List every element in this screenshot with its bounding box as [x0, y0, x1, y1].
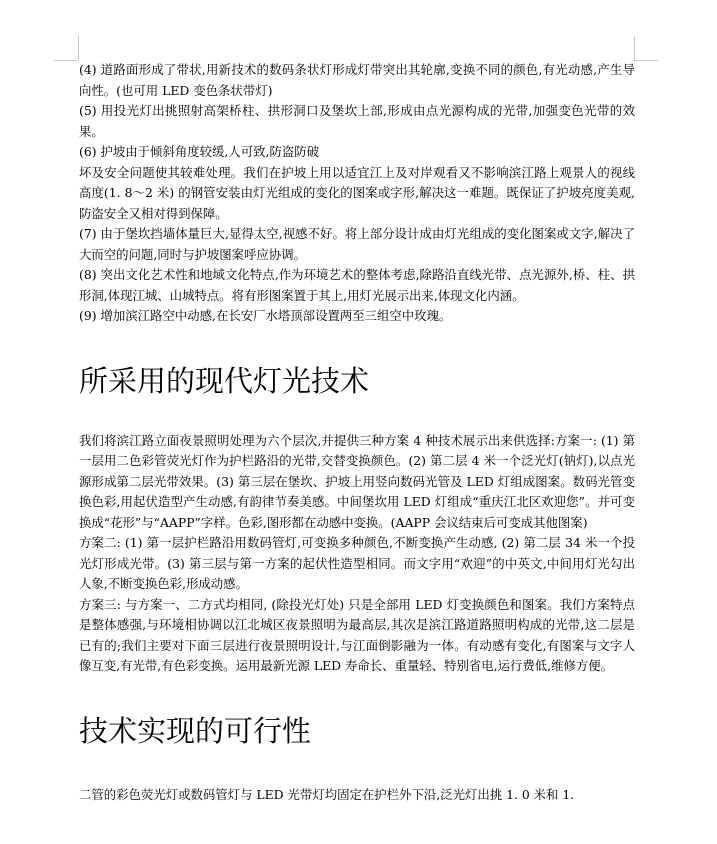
- paragraph: (5) 用投光灯出挑照射高架桥柱、拱形洞口及堡坎上部,形成由点光源构成的光带,加强变色光带的效果。: [79, 103, 635, 139]
- crop-mark-top-left: [78, 36, 79, 60]
- paragraph: 方案二: (1) 第一层护栏路沿用数码管灯,可变换多种颜色,不断变换产生动感, (2) 第二层 34 米一个投光灯形成光带。(3) 第三层与第一方案的起伏性造型相同。而文字用“欢迎”的中英文,中间用灯光勾出人象,不断变换色彩,形成动感。: [79, 535, 635, 591]
- paragraph: (7) 由于堡坎挡墙体量巨大,显得太空,视感不好。将上部分设计成由灯光组成的变化图案或文字,解决了大而空的问题,同时与护坡图案呼应协调。: [79, 226, 635, 262]
- paragraph: (6) 护坡由于倾斜角度较缓,人可致,防盗防破: [79, 144, 320, 159]
- section-heading: 技术实现的可行性: [79, 713, 312, 748]
- paragraph: (8) 突出文化艺术性和地域文化特点,作为环境艺术的整体考虑,除路沿直线光带、点光源外,桥、柱、拱形洞,体现江城、山城特点。将有形图案置于其上,用灯光展示出来,体现文化内涵。: [79, 267, 635, 303]
- paragraph: 二管的彩色荧光灯或数码管灯与 LED 光带灯均固定在护栏外下沿,泛光灯出挑 1. 0 米和 1.: [79, 786, 575, 802]
- document-body: [79, 60, 635, 805]
- crop-mark-top-right: [634, 36, 635, 60]
- paragraph: (9) 增加滨江路空中动感,在长安厂水塔顶部设置两至三组空中玫瑰。: [79, 308, 452, 323]
- paragraph: 我们将滨江路立面夜景照明处理为六个层次,并提供三种方案 4 种技术展示出来供选择:方案一: (1) 第一层用二色彩管荧光灯作为护栏路沿的光带,交替变换颜色。(2) 第二层 4 米一个泛光灯(钠灯),以点光源形成第二层光带效果。(3) 第三层在堡坎、护坡上用竖向数码光管及 LED 灯组成图案。数码光管变换色彩,用起伏造型产生动感,有韵律节奏美感。中间堡坎用 LED 灯组成“重庆江北区欢迎您”。并可变换成“花形”与“AAPP”字样。色彩,图形都在动感中变换。(AAPP 会议结束后可变成其他图案): [79, 432, 635, 530]
- paragraph: (4) 道路面形成了带状,用新技术的数码条状灯形成灯带突出其轮廓,变换不同的颜色,有光动感,产生导向性。(也可用 LED 变色条状带灯): [79, 62, 635, 98]
- crop-mark-top-left: [54, 60, 78, 61]
- crop-mark-top-right: [634, 60, 658, 61]
- section-heading: 所采用的现代灯光技术: [79, 363, 370, 398]
- paragraph: 方案三: 与方案一、二方式均相同, (除投光灯处) 只是全部用 LED 灯变换颜色和图案。我们方案特点是整体感强,与环境相协调以江北城区夜景照明为最高层,其次是滨江路道路照明构成的光带,这二层是已有的;我们主要对下面三层进行夜景照明设计,与江面倒影融为一体。有动感有变化,有图案与文字人像互变,有光带,有色彩变换。运用最新光源 LED 寿命长、重量轻、特别省电,运行费低,维修方便。: [79, 596, 635, 673]
- paragraph: 坏及安全问题使其较难处理。我们在护坡上用以适宜江上及对岸观看又不影响滨江路上观景人的视线高度(1. 8～2 米) 的钢管安装由灯光组成的变化的图案或字形,解决这一难题。既保证了护坡亮度美观,防盗安全又相对得到保障。: [79, 164, 635, 221]
